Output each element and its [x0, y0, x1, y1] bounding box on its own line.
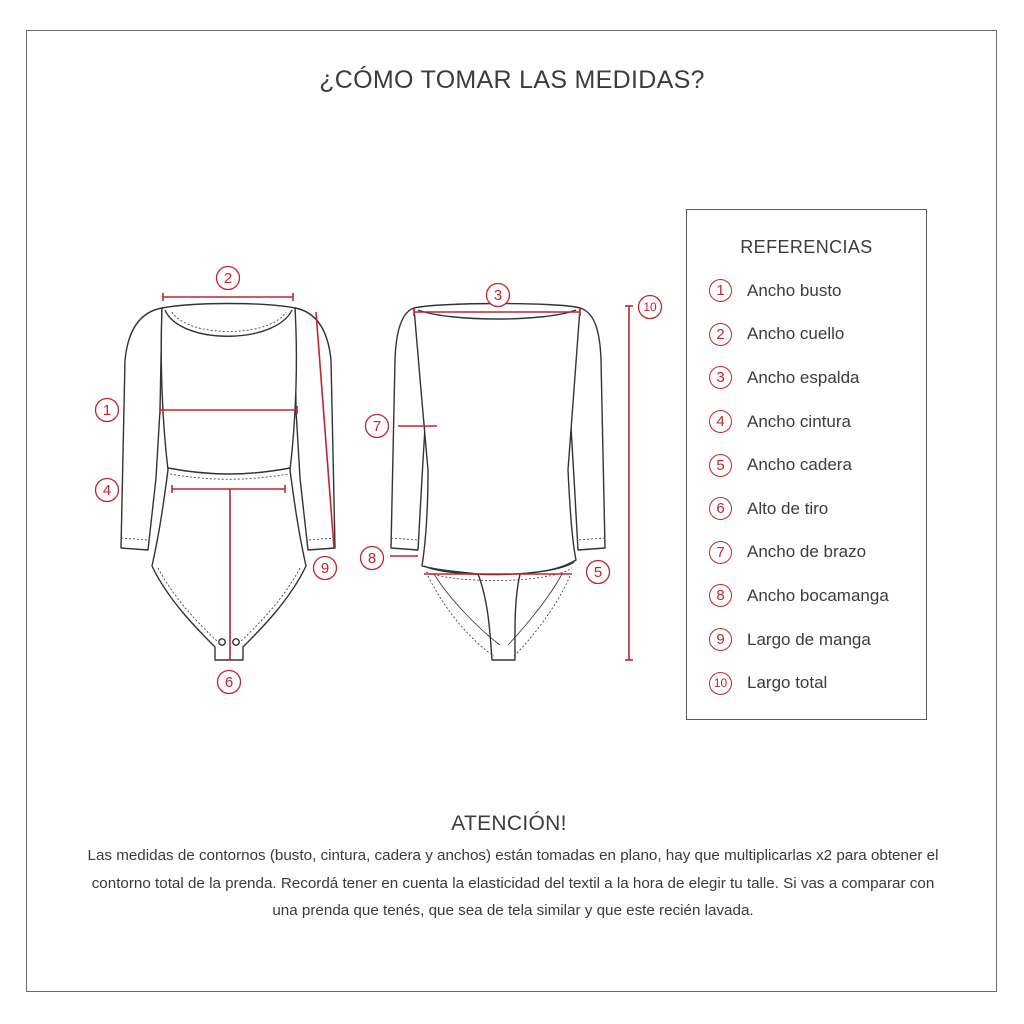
reference-item [709, 276, 889, 320]
marker-4 [96, 479, 119, 502]
page-title: ¿CÓMO TOMAR LAS MEDIDAS? [319, 66, 705, 94]
reference-number: 10 [709, 672, 732, 695]
attention-text: Las medidas de contornos (busto, cintura, cadera y anchos) están tomadas en plano, hay que multiplicarlas x2 para obtener el contorno total de la prenda. Recordá tener en cuenta la elasticidad del textil a la hora de elegir tu talle. Si vas a comparar con una prenda que tenés, que sea de tela similar y que este recién lavada. [87, 847, 939, 919]
reference-number: 3 [709, 366, 732, 389]
svg-text:9: 9 [320, 560, 330, 577]
svg-text:5: 5 [593, 564, 603, 581]
reference-number: 9 [709, 628, 732, 651]
reference-number: 5 [709, 454, 732, 477]
bodysuit-front [121, 304, 335, 661]
back-body [414, 304, 580, 661]
svg-text:10: 10 [643, 300, 657, 314]
marker-5 [587, 561, 610, 584]
references-list [709, 276, 889, 712]
reference-item [709, 581, 889, 625]
reference-label: Ancho de brazo [747, 542, 867, 562]
marker-2 [217, 267, 240, 290]
reference-item [709, 363, 889, 407]
reference-item [709, 450, 889, 494]
marker-6 [218, 671, 241, 694]
reference-item [709, 320, 889, 364]
svg-text:2: 2 [223, 270, 233, 287]
marker-7 [366, 415, 389, 438]
reference-item [709, 625, 889, 669]
svg-text:8: 8 [367, 550, 377, 567]
reference-number: 6 [709, 497, 732, 520]
reference-label: Ancho busto [747, 280, 842, 300]
marker-8 [361, 547, 384, 570]
garment-diagram [60, 250, 690, 710]
front-left-sleeve [121, 308, 162, 550]
reference-label: Largo total [747, 673, 828, 693]
reference-label: Ancho cuello [747, 324, 845, 344]
references-panel [686, 209, 927, 720]
front-body [152, 304, 306, 661]
marker-1 [96, 399, 119, 422]
references-title: REFERENCIAS [740, 237, 873, 257]
reference-number: 2 [709, 323, 732, 346]
bodysuit-back [391, 304, 605, 661]
reference-label: Largo de manga [747, 629, 871, 649]
marker-3 [487, 284, 510, 307]
svg-text:1: 1 [102, 402, 112, 419]
reference-label: Alto de tiro [747, 498, 829, 518]
reference-label: Ancho cintura [747, 411, 851, 431]
svg-text:6: 6 [224, 674, 234, 691]
reference-number: 4 [709, 410, 732, 433]
reference-item [709, 407, 889, 451]
reference-label: Ancho espalda [747, 367, 860, 387]
reference-label: Ancho bocamanga [747, 585, 889, 605]
svg-text:4: 4 [102, 482, 112, 499]
marker-9 [314, 557, 337, 580]
svg-text:7: 7 [372, 418, 382, 435]
reference-item [709, 538, 889, 582]
reference-item [709, 668, 889, 712]
reference-number: 7 [709, 541, 732, 564]
reference-number: 8 [709, 584, 732, 607]
marker-10 [639, 296, 662, 319]
reference-item [709, 494, 889, 538]
reference-number: 1 [709, 279, 732, 302]
attention-title: ATENCIÓN! [451, 812, 567, 835]
front-right-sleeve [295, 308, 335, 550]
svg-text:3: 3 [493, 287, 503, 304]
reference-label: Ancho cadera [747, 455, 852, 475]
